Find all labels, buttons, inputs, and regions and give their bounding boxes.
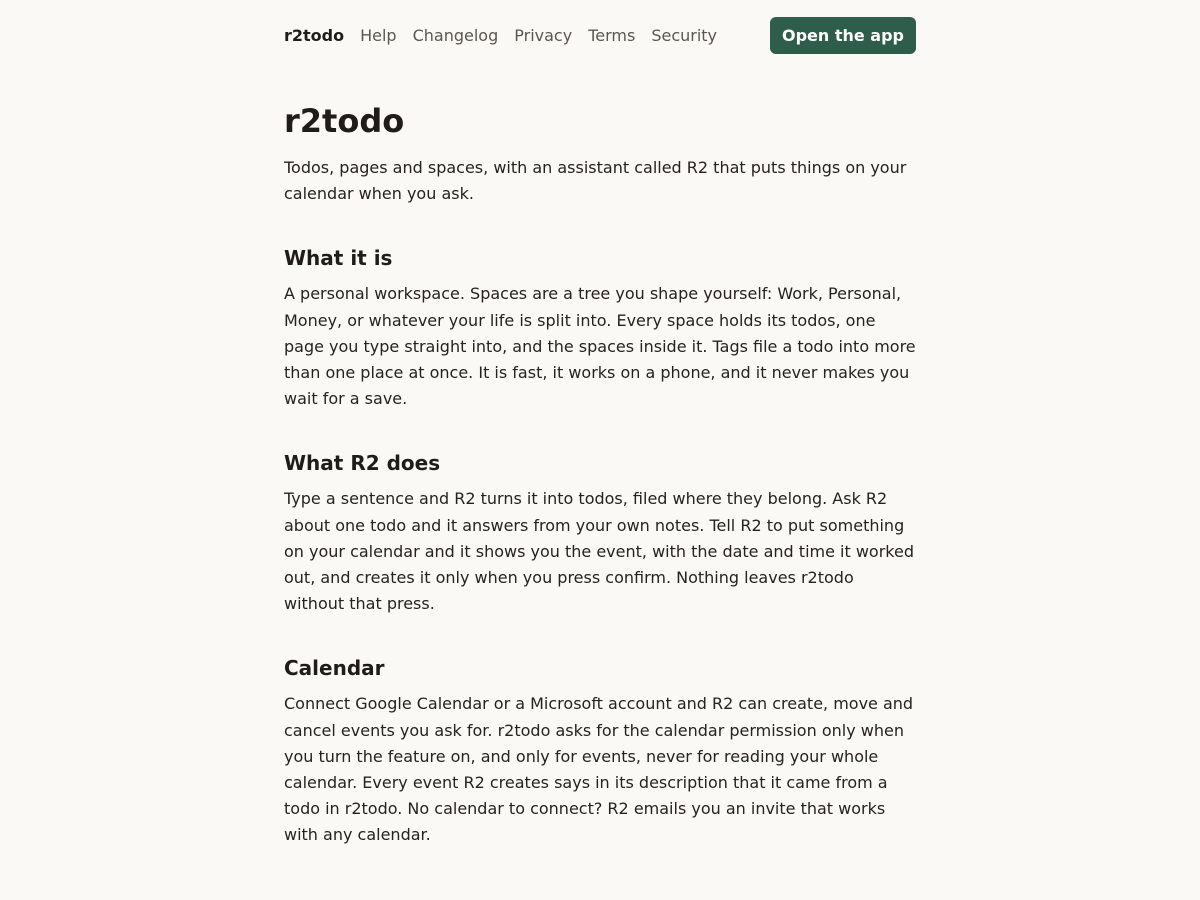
nav-link-privacy[interactable]: Privacy [514,25,573,45]
section-heading: What it is [284,246,393,271]
section-what-r2-does [284,449,916,617]
nav-link-help[interactable]: Help [360,25,397,45]
nav-links [284,26,717,45]
open-app-button[interactable]: Open the app [770,17,916,54]
section-body: A personal workspace. Spaces are a tree you shape yourself: Work, Personal, Money, or whatever your life is split into. Every space holds its todos, one page you type straight into, and the spaces inside it. Tags file a todo into more than one place at once. It is fast, it works on a phone, and it never makes you wait for a save. [284,284,916,409]
brand-link[interactable]: r2todo [284,25,345,45]
nav-link-terms[interactable]: Terms [588,25,636,45]
section-heading: Calendar [284,656,385,681]
nav-link-security[interactable]: Security [651,25,718,45]
section-calendar [284,654,916,848]
nav-link-changelog[interactable]: Changelog [412,25,499,45]
section-body: Connect Google Calendar or a Microsoft account and R2 can create, move and cancel events you ask for. r2todo asks for the calendar permission only when you turn the feature on, and only for events, never for reading your whole calendar. Every event R2 creates says in its description that it came from a todo in r2todo. No calendar to connect? R2 emails you an invite that works with any calendar. [284,694,914,845]
page-title: r2todo [284,102,405,140]
main-content [284,101,916,849]
top-nav [284,0,916,70]
section-body: Type a sentence and R2 turns it into todos, filed where they belong. Ask R2 about one todo and it answers from your own notes. Tell R2 to put something on your calendar and it shows you the event, with the date and time it worked out, and creates it only when you press confirm. Nothing leaves r2todo without that press. [284,489,914,614]
page-container [284,0,916,849]
section-what-it-is [284,244,916,412]
intro-paragraph: Todos, pages and spaces, with an assistant called R2 that puts things on your calendar when you ask. [284,158,907,204]
section-heading: What R2 does [284,451,441,476]
